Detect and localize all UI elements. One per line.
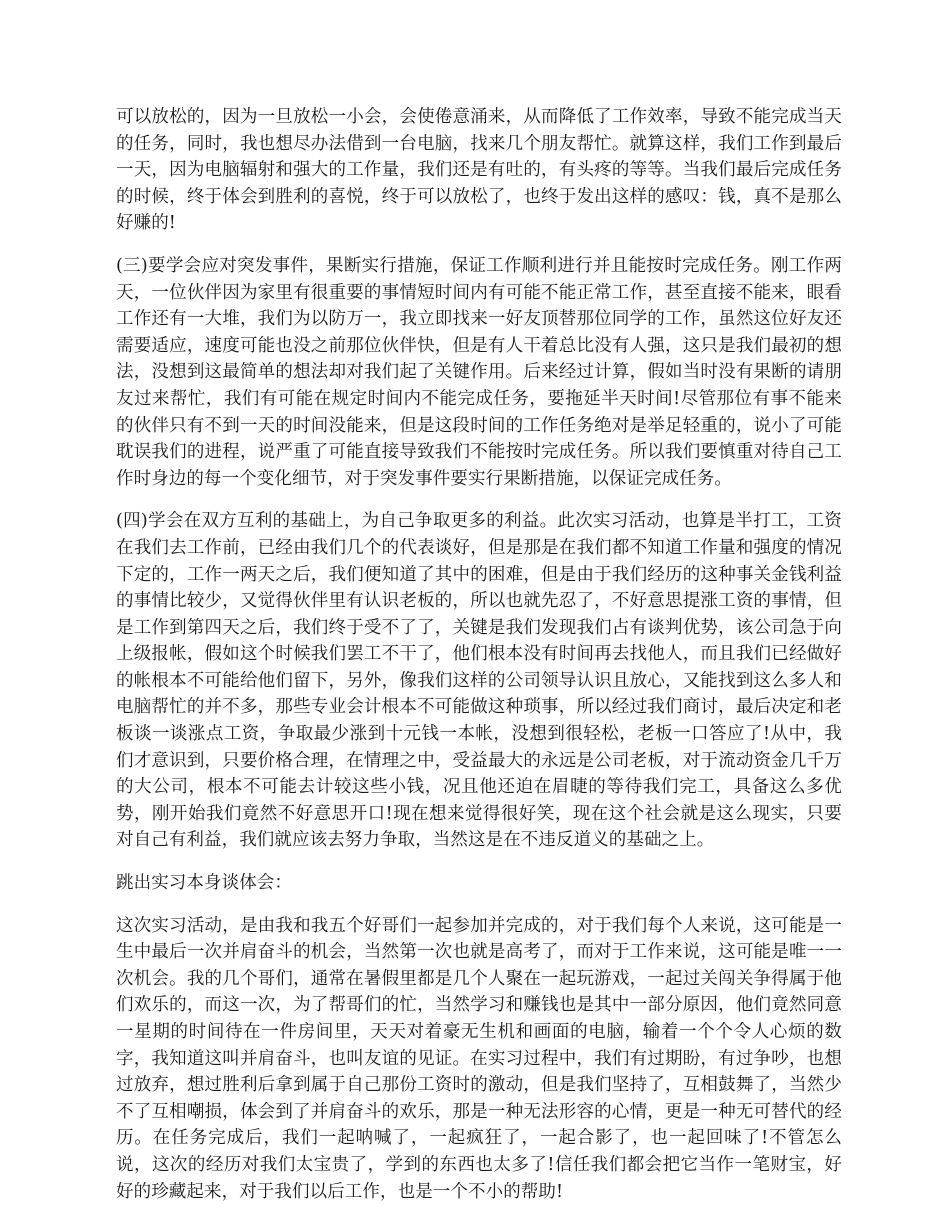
paragraph-section-three: (三)要学会应对突发事件，果断实行措施，保证工作顺利进行并且能按时完成任务。刚工作两天，一位伙伴因为家里有很重要的事情短时间内有可能不能正常工作，甚至直接不能来，眼看工作还有一大堆，我们为以防万一，我立即找来一好友顶替那位同学的工作，虽然这位好友还需要适应，速度可能也没之前那位伙伴快，但是有人干着总比没有人强，这只是我们最初的想法，没想到这最简单的想法却对我们起了关键作用。后来经过计算，假如当时没有果断的请朋友过来帮忙，我们有可能在规定时间内不能完成任务，要拖延半天时间!尽管那位有事不能来的伙伴只有不到一天的时间没能来，但是这段时间的工作任务绝对是举足轻重的，说小了可能耽误我们的进程，说严重了可能直接导致我们不能按时完成任务。所以我们要慎重对待自己工作时身边的每一个变化细节，对于突发事件要实行果断措施，以保证完成任务。 bbox=[116, 255, 842, 489]
paragraph-heading-reflection: 跳出实习本身谈体会： bbox=[116, 873, 292, 894]
paragraph-work-hardship: 可以放松的，因为一旦放松一小会，会使倦意涌来，从而降低了工作效率，导致不能完成当天的任务，同时，我也想尽办法借到一台电脑，找来几个朋友帮忙。就算这样，我们工作到最后一天，因为电脑辐射和强大的工作量，我们还是有吐的，有头疼的等等。当我们最后完成任务的时候，终于体会到胜利的喜悦，终于可以放松了，也终于发出这样的感叹：钱，真不是那么好赚的! bbox=[116, 107, 842, 234]
paragraph-friendship-experience: 这次实习活动，是由我和我五个好哥们一起参加并完成的，对于我们每个人来说，这可能是一生中最后一次并肩奋斗的机会，当然第一次也就是高考了，而对于工作来说，这可能是唯一一次机会。我的几个哥们，通常在暑假里都是几个人聚在一起玩游戏，一起过关闯关争得属于他们欢乐的，而这一次，为了帮哥们的忙，当然学习和赚钱也是其中一部分原因，他们竟然同意一星期的时间待在一件房间里，天天对着豪无生机和画面的电脑，输着一个个令人心烦的数字，我知道这叫并肩奋斗，也叫友谊的见证。在实习过程中，我们有过期盼，有过争吵，也想过放弃，想过胜利后拿到属于自己那份工资时的激动，但是我们坚持了，互相鼓舞了，当然少不了互相嘲损，体会到了并肩奋斗的欢乐，那是一种无法形容的心情，更是一种无可替代的经历。在任务完成后，我们一起呐喊了，一起疯狂了，一起合影了，也一起回味了!不管怎么说，这次的经历对我们太宝贵了，学到的东西也太多了!信任我们都会把它当作一笔财宝，好好的珍藏起来，对于我们以后工作，也是一个不小的帮助! bbox=[116, 915, 842, 1202]
document-page bbox=[116, 104, 842, 1221]
paragraph-section-four: (四)学会在双方互利的基础上，为自己争取更多的利益。此次实习活动，也算是半打工，工资在我们去工作前，已经由我们几个的代表谈好，但是那是在我们都不知道工作量和强度的情况下定的，工作一两天之后，我们便知道了其中的困难，但是由于我们经历的这种事关金钱利益的事情比较少，又觉得伙伴里有认识老板的，所以也就先忍了，不好意思提涨工资的事情，但是工作到第四天之后，我们终于受不了了，关键是我们发现我们占有谈判优势，该公司急于向上级报帐，假如这个时候我们罢工不干了，他们根本没有时间再去找他人，而且我们已经做好的帐根本不可能给他们留下，另外，像我们这样的公司领导认识且放心，又能找到这么多人和电脑帮忙的并不多，那些专业会计根本不可能做这种琐事，所以经过我们商讨，最后决定和老板谈一谈涨点工资，争取最少涨到十元钱一本帐，没想到很轻松，老板一口答应了!从中，我们才意识到，只要价格合理，在情理之中，受益最大的永远是公司老板，对于流动资金几千万的大公司，根本不可能去计较这些小钱，况且他还迫在眉睫的等待我们完工，具备这么多优势，刚开始我们竟然不好意思开口!现在想来觉得很好笑，现在这个社会就是这么现实，只要对自己有利益，我们就应该去努力争取，当然这是在不违反道义的基础之上。 bbox=[116, 511, 842, 851]
